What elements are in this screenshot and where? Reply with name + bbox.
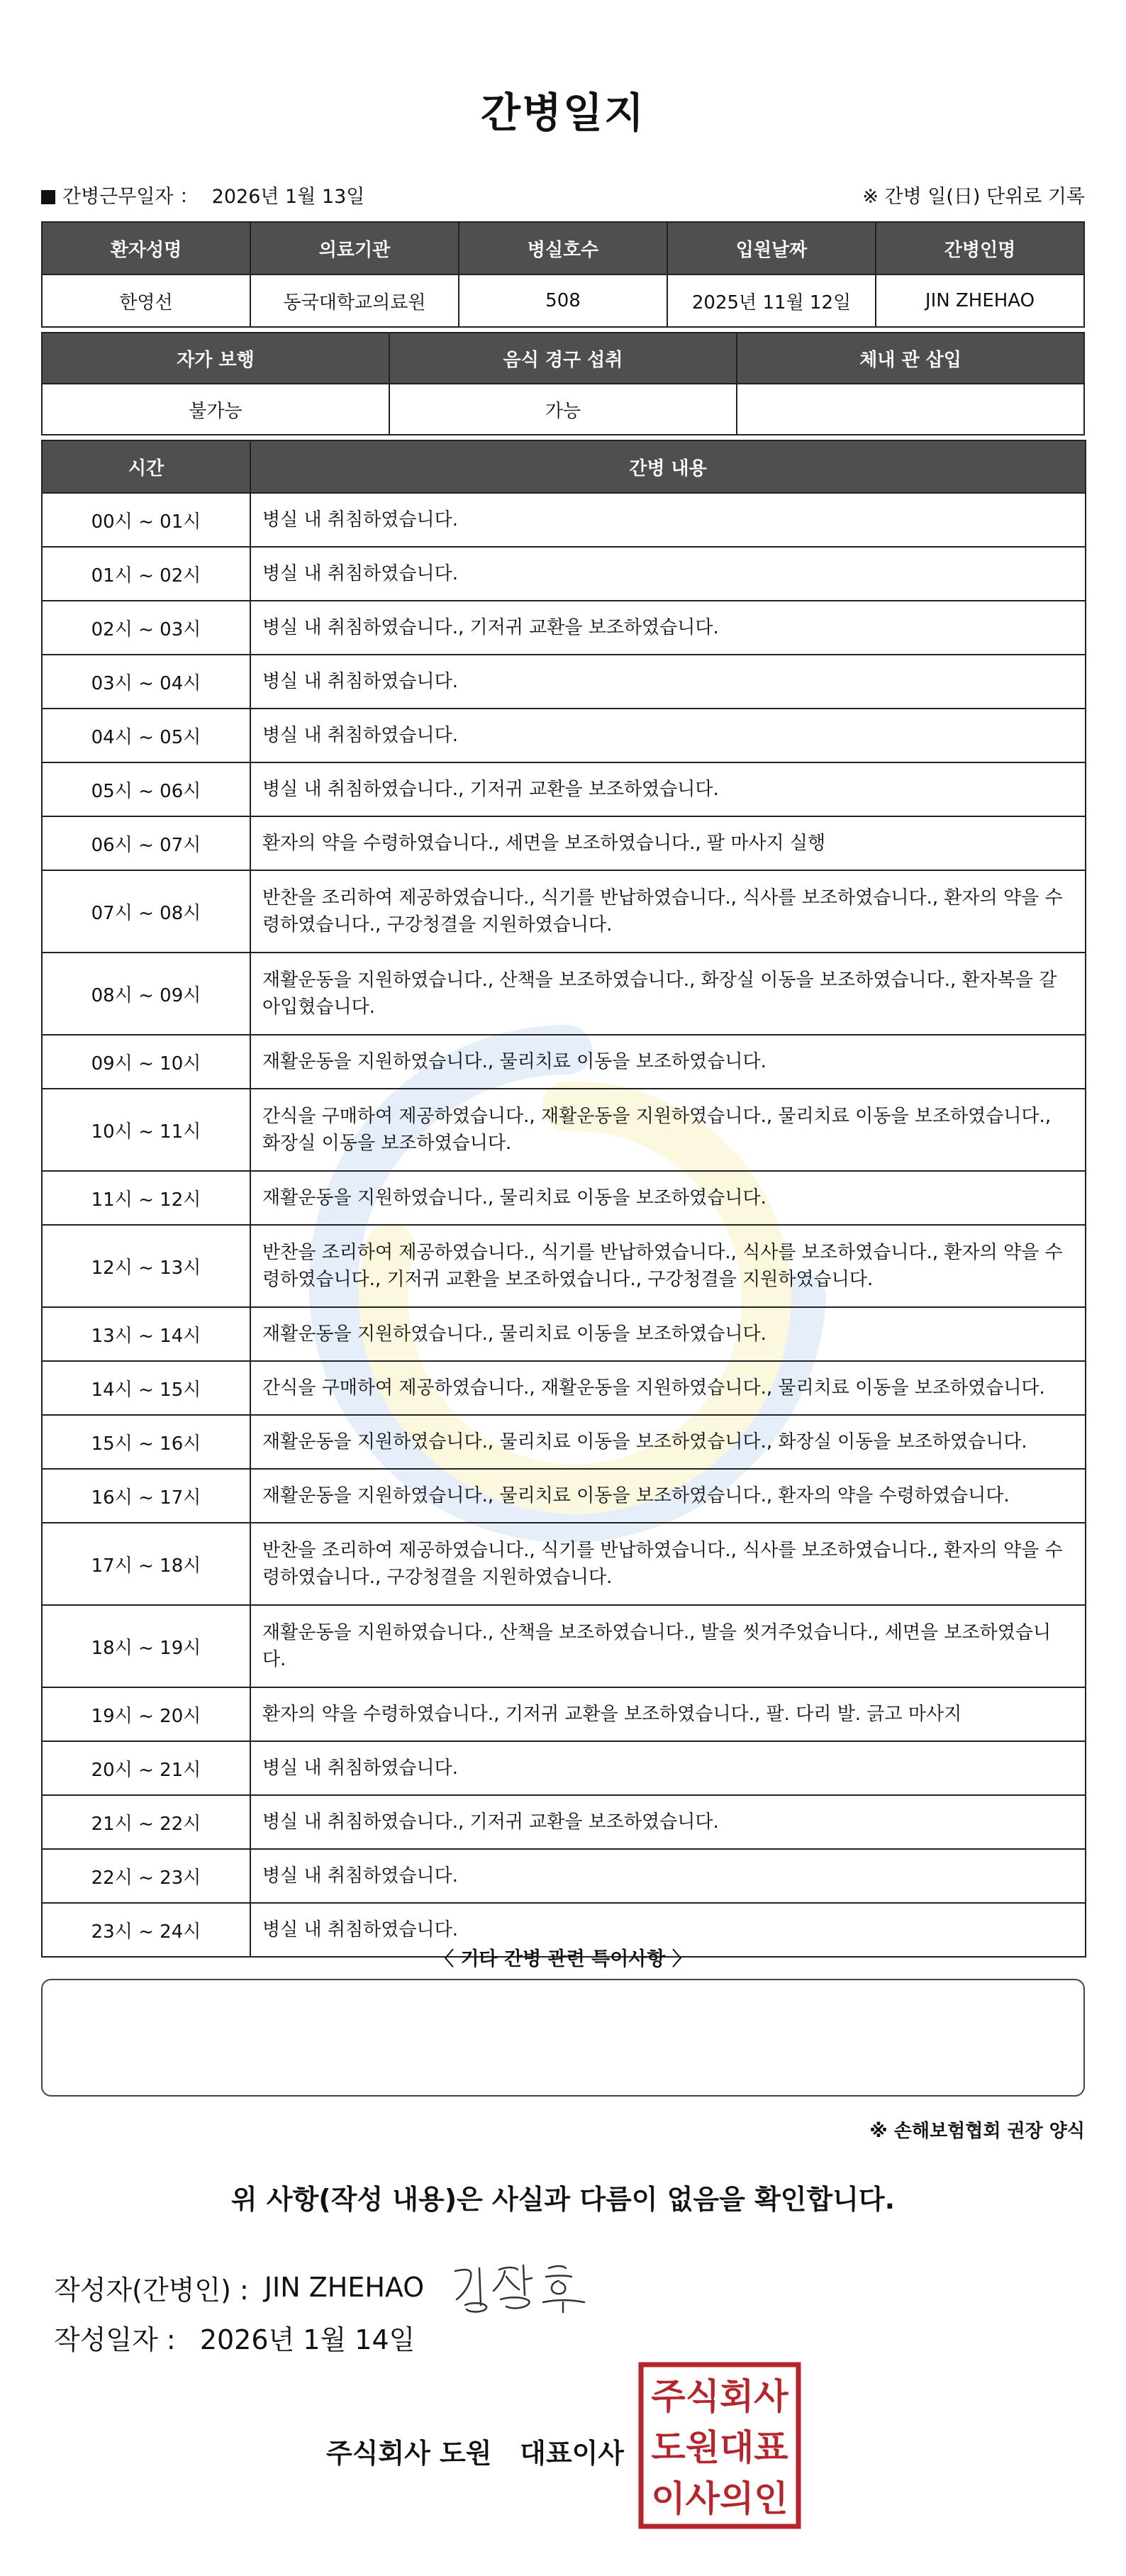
row-content: 병실 내 취침하였습니다. — [250, 709, 1086, 762]
table-row — [42, 1089, 1086, 1171]
row-time: 20시 ~ 21시 — [42, 1741, 250, 1795]
row-time: 06시 ~ 07시 — [42, 816, 250, 870]
company-seal-icon — [638, 2362, 801, 2529]
row-content: 병실 내 취침하였습니다., 기저귀 교환을 보조하였습니다. — [250, 762, 1086, 816]
row-time: 22시 ~ 23시 — [42, 1849, 250, 1903]
author-name: JIN ZHEHAO — [264, 2272, 425, 2303]
row-content: 재활운동을 지원하였습니다., 산책을 보조하였습니다., 화장실 이동을 보조하였습니다., 환자복을 갈아입혔습니다. — [250, 953, 1086, 1035]
row-content: 재활운동을 지원하였습니다., 물리치료 이동을 보조하였습니다., 환자의 약을 수령하였습니다. — [250, 1469, 1086, 1523]
table-row — [42, 601, 1086, 655]
work-date-label: 간병근무일자 ： — [62, 185, 199, 208]
row-time: 23시 ~ 24시 — [42, 1903, 250, 1957]
row-content: 재활운동을 지원하였습니다., 물리치료 이동을 보조하였습니다. — [250, 1035, 1086, 1089]
row-content: 병실 내 취침하였습니다., 기저귀 교환을 보조하였습니다. — [250, 1795, 1086, 1849]
row-time: 16시 ~ 17시 — [42, 1469, 250, 1523]
ability-table — [41, 332, 1085, 435]
table-row — [42, 762, 1086, 816]
unit-note: ※ 간병 일(日) 단위로 기록 — [862, 185, 1085, 208]
row-time: 02시 ~ 03시 — [42, 601, 250, 655]
care-log-table — [41, 440, 1086, 1958]
notes-box — [41, 1979, 1085, 2097]
patient-info-table — [41, 221, 1085, 328]
row-time: 00시 ~ 01시 — [42, 493, 250, 547]
admission-date-header: 입원날짜 — [667, 222, 876, 274]
table-row — [42, 870, 1086, 953]
tube-value — [737, 384, 1084, 435]
written-date-value: 2026년 1월 14일 — [199, 2324, 416, 2355]
table-row — [42, 1469, 1086, 1523]
walking-value: 불가능 — [42, 384, 389, 435]
seal-line: 도원대표 — [651, 2427, 788, 2468]
table-row — [42, 1415, 1086, 1469]
content-header: 간병 내용 — [250, 440, 1086, 493]
table-row — [42, 493, 1086, 547]
row-content: 간식을 구매하여 제공하였습니다., 재활운동을 지원하였습니다., 물리치료 이동을 보조하였습니다., 화장실 이동을 보조하였습니다. — [250, 1089, 1086, 1171]
table-row — [42, 1361, 1086, 1415]
row-content: 병실 내 취침하였습니다. — [250, 655, 1086, 709]
confirmation-statement: 위 사항(작성 내용)은 사실과 다름이 없음을 확인합니다. — [230, 2184, 896, 2215]
walking-header: 자가 보행 — [42, 333, 389, 384]
row-content: 병실 내 취침하였습니다. — [250, 547, 1086, 601]
oral-intake-header: 음식 경구 섭취 — [389, 333, 737, 384]
row-time: 18시 ~ 19시 — [42, 1605, 250, 1687]
row-time: 07시 ~ 08시 — [42, 870, 250, 953]
written-date-line — [54, 2318, 415, 2357]
row-time: 14시 ~ 15시 — [42, 1361, 250, 1415]
row-time: 17시 ~ 18시 — [42, 1523, 250, 1605]
hospital: 동국대학교의료원 — [250, 274, 459, 327]
square-bullet-icon — [41, 190, 55, 204]
row-content: 재활운동을 지원하였습니다., 물리치료 이동을 보조하였습니다. — [250, 1171, 1086, 1225]
admission-date: 2025년 11월 12일 — [667, 274, 876, 327]
row-time: 04시 ~ 05시 — [42, 709, 250, 762]
patient-name: 한영선 — [42, 274, 250, 327]
work-date — [41, 181, 364, 209]
table-row — [42, 547, 1086, 601]
row-content: 환자의 약을 수령하였습니다., 세면을 보조하였습니다., 팔 마사지 실행 — [250, 816, 1086, 870]
table-row — [42, 1523, 1086, 1605]
patient-name-header: 환자성명 — [42, 222, 250, 274]
row-time: 03시 ~ 04시 — [42, 655, 250, 709]
row-time: 11시 ~ 12시 — [42, 1171, 250, 1225]
row-content: 반찬을 조리하여 제공하였습니다., 식기를 반납하였습니다., 식사를 보조하였습니다., 환자의 약을 수령하였습니다., 구강청결을 지원하였습니다. — [250, 1523, 1086, 1605]
form-note: ※ 손해보험협회 권장 양식 — [869, 2121, 1085, 2142]
seal-line: 주식회사 — [651, 2376, 788, 2417]
row-time: 21시 ~ 22시 — [42, 1795, 250, 1849]
page-title: 간병일지 — [480, 89, 646, 137]
table-row — [42, 1307, 1086, 1361]
row-content: 병실 내 취침하였습니다., 기저귀 교환을 보조하였습니다. — [250, 601, 1086, 655]
work-date-value: 2026년 1월 13일 — [211, 185, 365, 208]
written-date-label: 작성일자 : — [54, 2324, 176, 2355]
table-row — [42, 1795, 1086, 1849]
table-row — [42, 1849, 1086, 1903]
table-row — [42, 1171, 1086, 1225]
row-content: 간식을 구매하여 제공하였습니다., 재활운동을 지원하였습니다., 물리치료 이동을 보조하였습니다. — [250, 1361, 1086, 1415]
row-time: 05시 ~ 06시 — [42, 762, 250, 816]
table-row — [42, 1035, 1086, 1089]
table-row — [42, 1605, 1086, 1687]
tube-header: 체내 관 삽입 — [737, 333, 1084, 384]
table-row — [42, 1687, 1086, 1741]
row-content: 병실 내 취침하였습니다. — [250, 493, 1086, 547]
oral-intake-value: 가능 — [389, 384, 737, 435]
table-row — [42, 655, 1086, 709]
table-row — [42, 816, 1086, 870]
hospital-header: 의료기관 — [250, 222, 459, 274]
row-time: 09시 ~ 10시 — [42, 1035, 250, 1089]
row-time: 19시 ~ 20시 — [42, 1687, 250, 1741]
row-time: 15시 ~ 16시 — [42, 1415, 250, 1469]
row-time: 01시 ~ 02시 — [42, 547, 250, 601]
row-content: 재활운동을 지원하였습니다., 물리치료 이동을 보조하였습니다. — [250, 1307, 1086, 1361]
author-label: 작성자(간병인) : — [54, 2274, 249, 2306]
row-time: 08시 ~ 09시 — [42, 953, 250, 1035]
row-time: 10시 ~ 11시 — [42, 1089, 250, 1171]
caregiver-name-header: 간병인명 — [876, 222, 1084, 274]
notes-title: 〈 기타 간병 관련 특이사항 〉 — [435, 1948, 691, 1970]
table-row — [42, 709, 1086, 762]
caregiver-name: JIN ZHEHAO — [876, 274, 1084, 327]
table-row — [42, 953, 1086, 1035]
author-line — [54, 2255, 591, 2319]
handwritten-signature — [450, 2255, 591, 2319]
company-name: 주식회사 도원 대표이사 — [326, 2438, 624, 2469]
time-header: 시간 — [42, 440, 250, 493]
row-content: 병실 내 취침하였습니다. — [250, 1741, 1086, 1795]
row-content: 병실 내 취침하였습니다. — [250, 1849, 1086, 1903]
seal-line: 이사의인 — [651, 2478, 788, 2519]
room-number: 508 — [459, 274, 667, 327]
row-content: 재활운동을 지원하였습니다., 물리치료 이동을 보조하였습니다., 화장실 이동을 보조하였습니다. — [250, 1415, 1086, 1469]
row-content: 재활운동을 지원하였습니다., 산책을 보조하였습니다., 발을 씻겨주었습니다., 세면을 보조하였습니다. — [250, 1605, 1086, 1687]
row-content: 반찬을 조리하여 제공하였습니다., 식기를 반납하였습니다., 식사를 보조하였습니다., 환자의 약을 수령하였습니다., 기저귀 교환을 보조하였습니다., 구강청결을 지원하였습니다. — [250, 1225, 1086, 1307]
table-row — [42, 1225, 1086, 1307]
work-date-line — [41, 180, 1085, 209]
table-row — [42, 1741, 1086, 1795]
row-time: 12시 ~ 13시 — [42, 1225, 250, 1307]
row-content: 병실 내 취침하였습니다. — [250, 1903, 1086, 1957]
room-header: 병실호수 — [459, 222, 667, 274]
row-content: 반찬을 조리하여 제공하였습니다., 식기를 반납하였습니다., 식사를 보조하였습니다., 환자의 약을 수령하였습니다., 구강청결을 지원하였습니다. — [250, 870, 1086, 953]
row-time: 13시 ~ 14시 — [42, 1307, 250, 1361]
row-content: 환자의 약을 수령하였습니다., 기저귀 교환을 보조하였습니다., 팔. 다리 발. 긁고 마사지 — [250, 1687, 1086, 1741]
